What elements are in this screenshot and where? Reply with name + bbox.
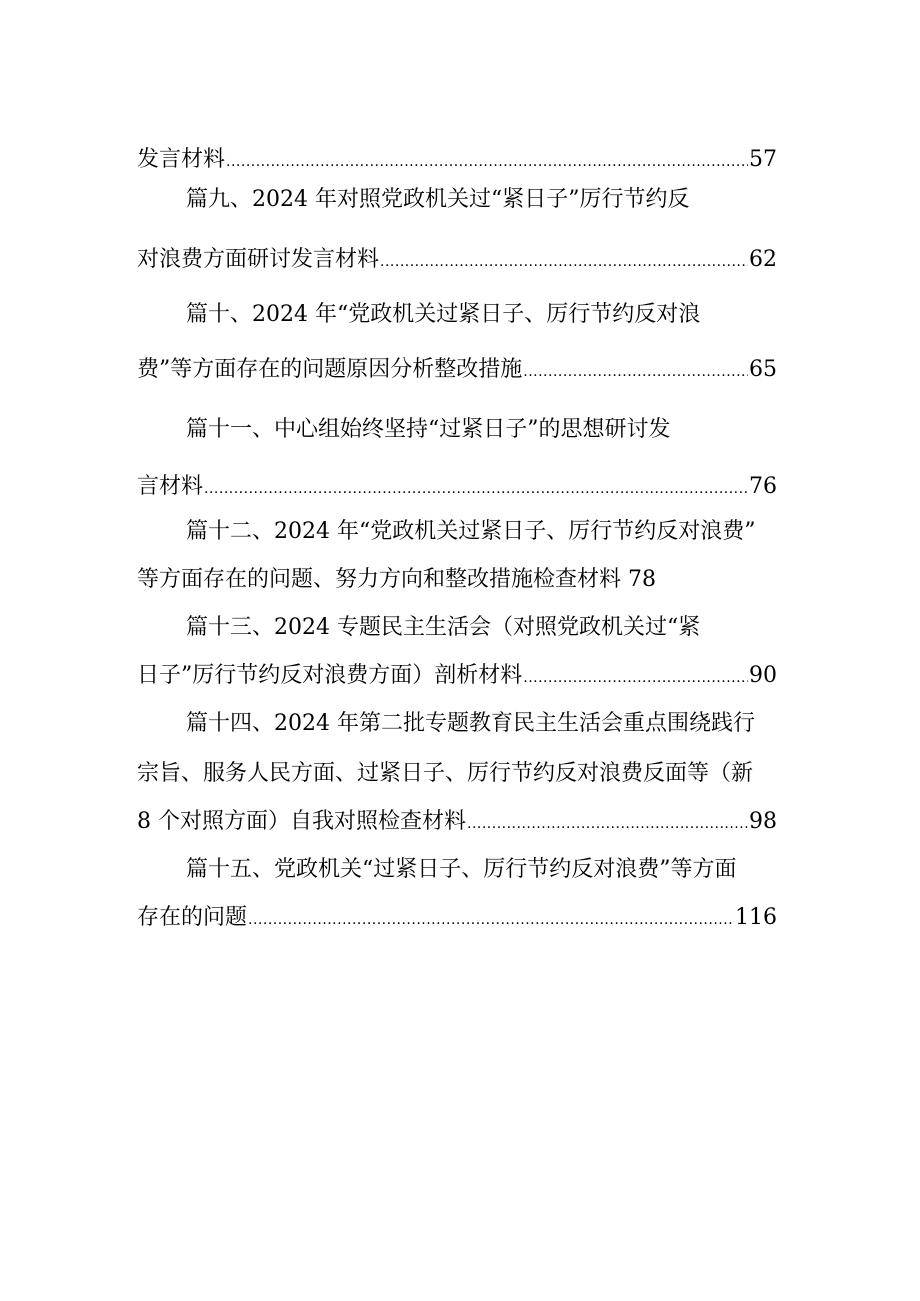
toc-entry-11-title-end: 言材料 [137, 474, 204, 499]
toc-entry-8-title-end: 发言材料 [137, 147, 226, 172]
toc-entry-9-page: 62 [749, 247, 777, 272]
toc-entry-8-page: 57 [749, 147, 777, 172]
toc-dot-leader [523, 663, 748, 693]
toc-entry-10-page: 65 [749, 357, 777, 382]
toc-entry-15-title-end: 存在的问题 [137, 905, 248, 930]
toc-entry-12-title-end: 等方面存在的问题、努力方向和整改措施检查材料 78 [137, 567, 656, 592]
toc-entry-15-title: 篇十五、党政机关“过紧日子、厉行节约反对浪费”等方面 [186, 857, 737, 882]
toc-entry-12-title: 篇十二、2024 年“党政机关过紧日子、厉行节约反对浪费” [186, 519, 756, 544]
toc-entry-14-title-end: 8 个对照方面）自我对照检查材料 [137, 809, 466, 834]
toc-entry-14-line [137, 807, 777, 837]
toc-entry-14-title: 篇十四、2024 年第二批专题教育民主生活会重点围绕践行 [186, 711, 755, 736]
toc-entry-10-title: 篇十、2024 年“党政机关过紧日子、厉行节约反对浪 [186, 302, 701, 327]
toc-entry-15-line [137, 903, 777, 933]
toc-entry-13-title: 篇十三、2024 专题民主生活会（对照党政机关过“紧 [186, 615, 701, 640]
toc-entry-8-line [137, 145, 777, 175]
toc-entry-14-title-mid: 宗旨、服务人民方面、过紧日子、厉行节约反对浪费反面等（新 [137, 761, 754, 786]
toc-entry-14-page: 98 [749, 809, 777, 834]
toc-entry-9-line [137, 245, 777, 275]
toc-entry-9-title-end: 对浪费方面研讨发言材料 [137, 247, 380, 272]
toc-entry-13-title-end: 日子”厉行节约反对浪费方面）剖析材料 [137, 663, 523, 688]
toc-dot-leader [226, 147, 748, 177]
toc-dot-leader [248, 905, 734, 935]
toc-entry-10-title-end: 费”等方面存在的问题原因分析整改措施 [137, 357, 523, 382]
toc-dot-leader [204, 474, 748, 504]
toc-dot-leader [523, 357, 748, 387]
toc-entry-11-page: 76 [749, 474, 777, 499]
toc-entry-10-line [137, 355, 777, 385]
toc-entry-9-title: 篇九、2024 年对照党政机关过“紧日子”厉行节约反 [186, 187, 690, 212]
toc-dot-leader [380, 247, 748, 277]
toc-entry-11-line [137, 472, 777, 502]
toc-entry-13-page: 90 [749, 663, 777, 688]
toc-entry-13-line [137, 661, 777, 691]
toc-entry-11-title: 篇十一、中心组始终坚持“过紧日子”的思想研讨发 [186, 417, 671, 442]
toc-entry-15-page: 116 [735, 905, 777, 930]
toc-dot-leader [467, 809, 748, 839]
